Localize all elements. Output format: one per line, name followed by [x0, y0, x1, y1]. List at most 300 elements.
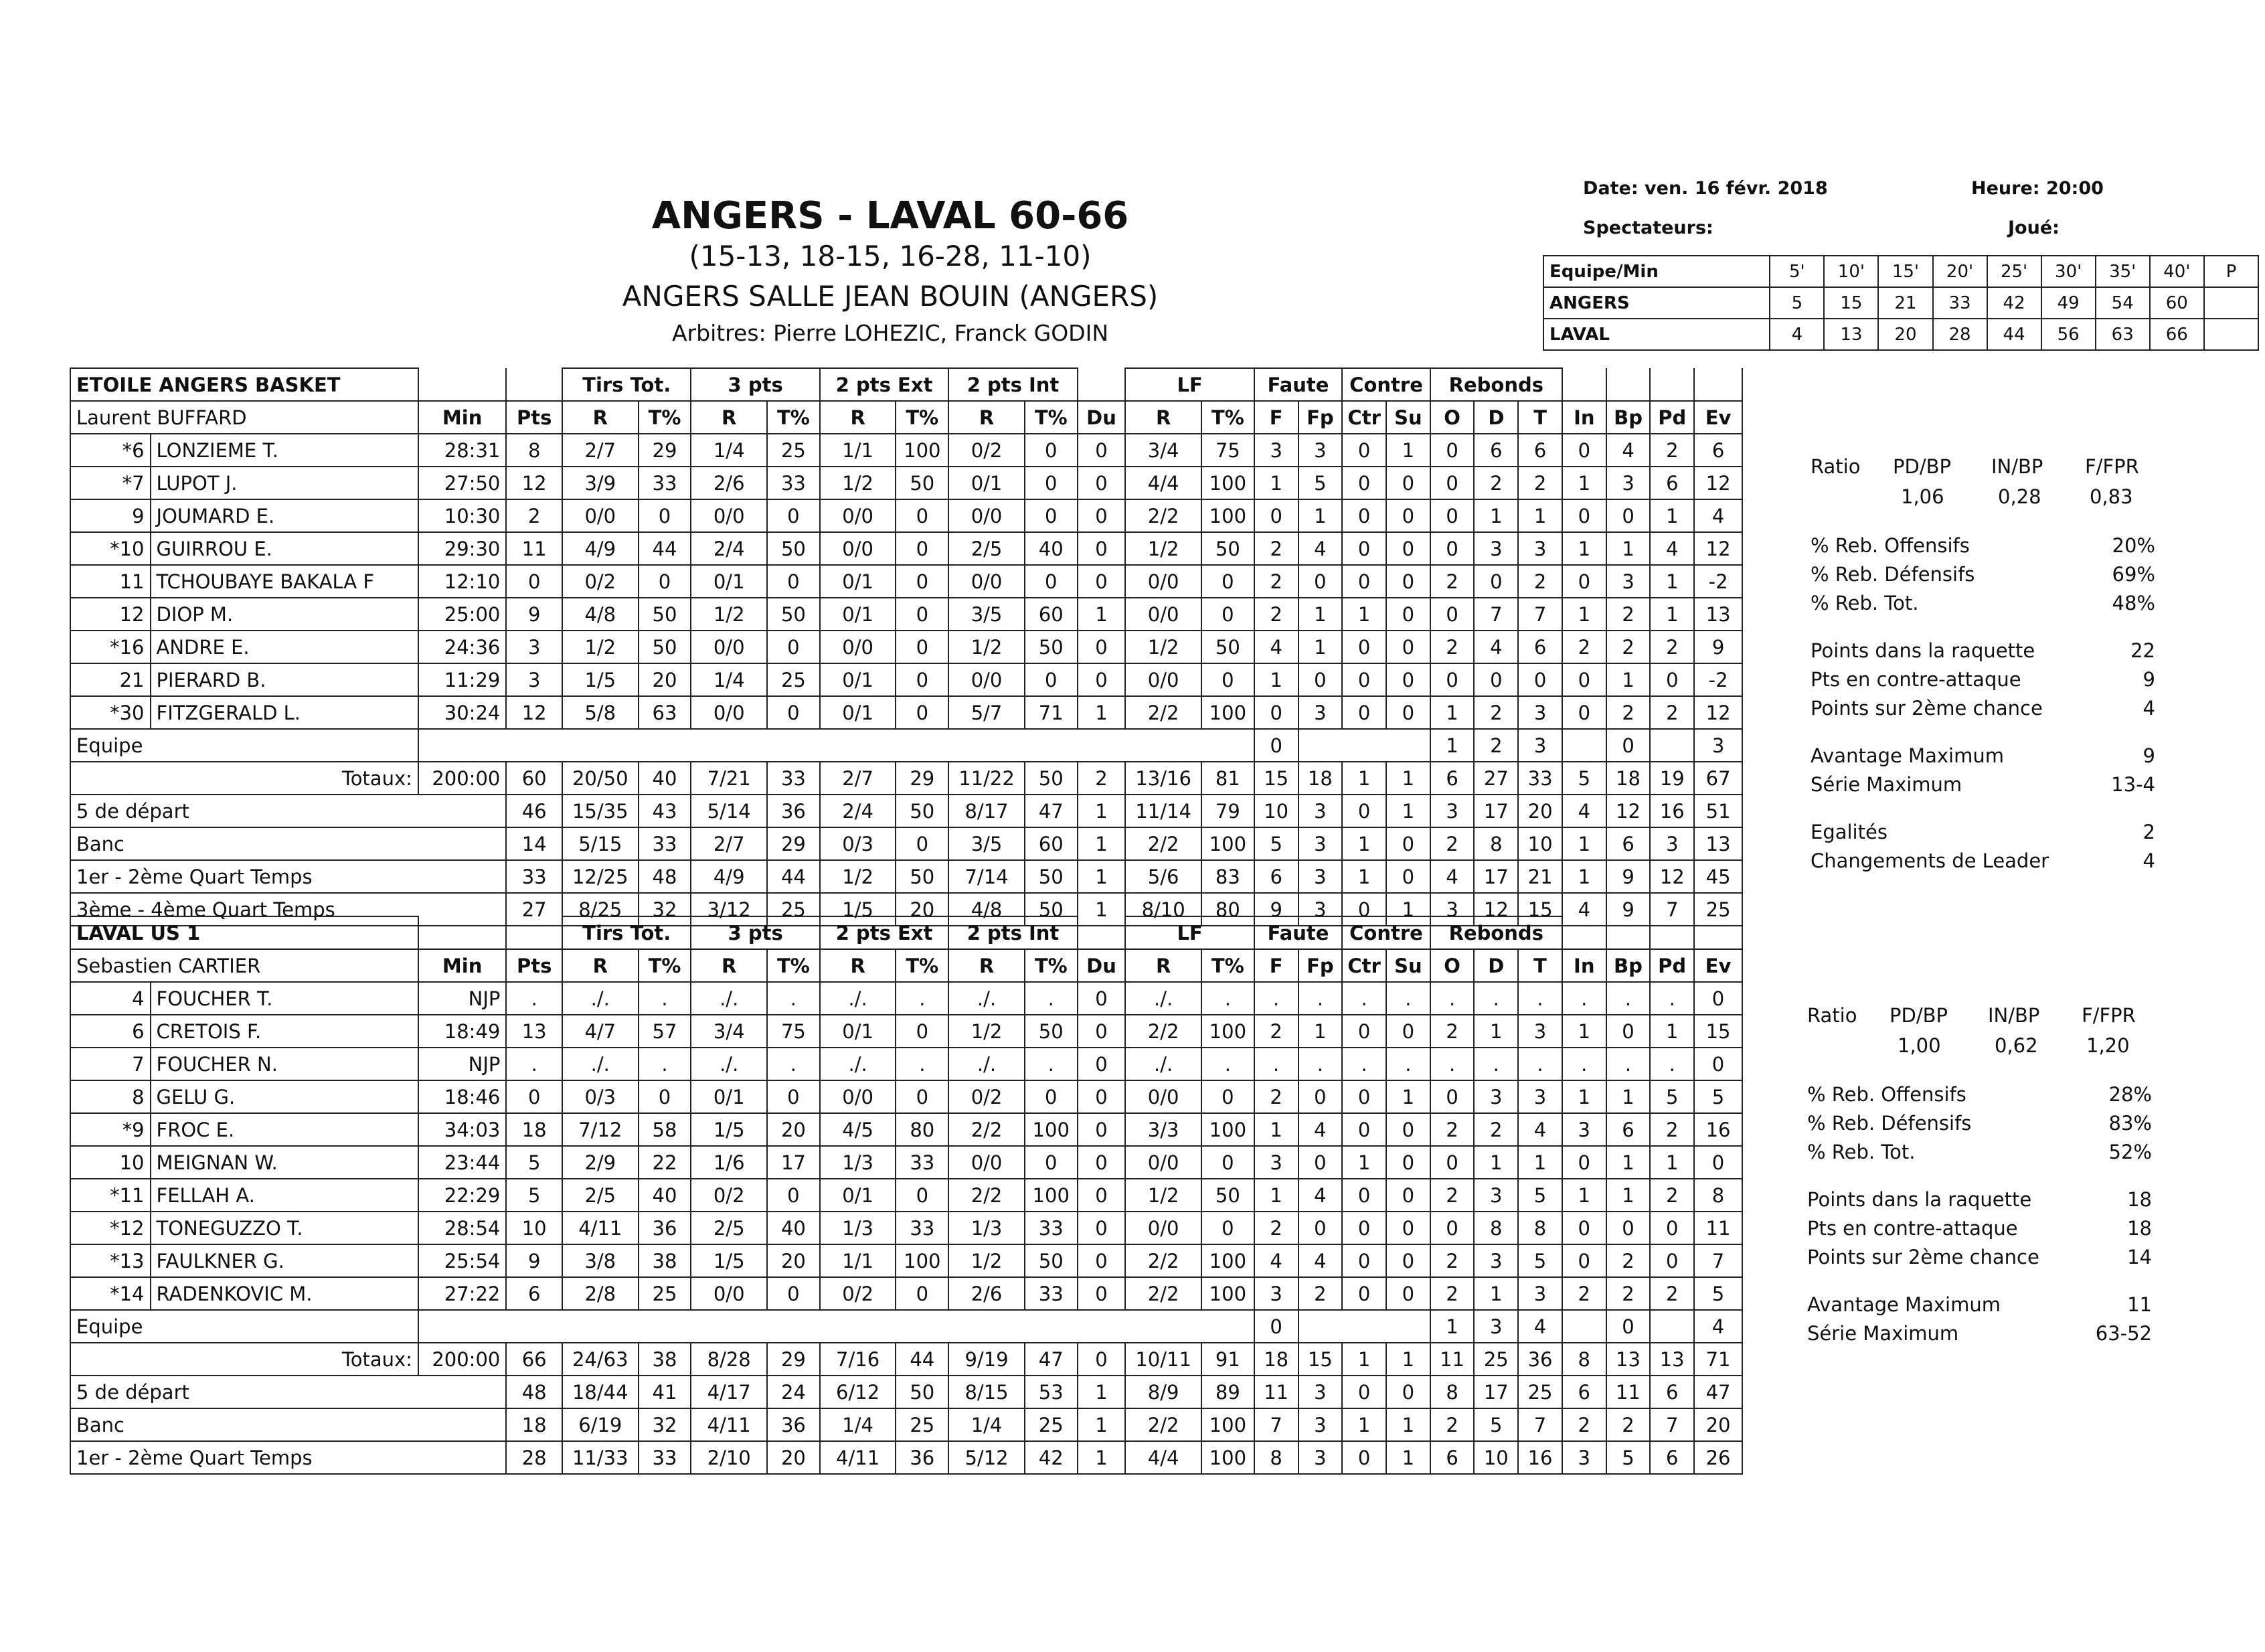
- stat-value: 2: [2143, 821, 2155, 843]
- player-number: 21: [70, 663, 151, 696]
- stat-cell: 50: [1025, 631, 1078, 663]
- stat-cell: 33: [1025, 1277, 1078, 1310]
- stat-cell: 0/0: [562, 499, 639, 532]
- stat-cell: 6: [1518, 434, 1562, 467]
- summary-cell: 25: [1694, 893, 1742, 926]
- stat-cell: 0: [1342, 499, 1386, 532]
- summary-row: [70, 1376, 1742, 1408]
- summary-cell: 3: [1562, 1441, 1606, 1474]
- stat-cell: 2/2: [1125, 1277, 1201, 1310]
- summary-cell: 5/15: [562, 827, 639, 860]
- equipe-tot-reb: 4: [1518, 1310, 1562, 1343]
- blank-cell: [1650, 729, 1694, 762]
- totals-cell: 11: [1430, 1343, 1475, 1376]
- col-sub: R: [562, 401, 639, 434]
- stat-cell: 5: [1694, 1277, 1742, 1310]
- stat-cell: ./.: [948, 1048, 1025, 1080]
- stat-cell: 2: [1606, 1277, 1651, 1310]
- ratio-label: Ratio: [1807, 1004, 1857, 1027]
- equipe-label: Equipe: [70, 729, 418, 762]
- group-rebonds: Rebonds: [1430, 916, 1562, 949]
- stat-cell: 0: [1386, 663, 1430, 696]
- summary-cell: 43: [639, 795, 691, 827]
- period-scores: (15-13, 18-15, 16-28, 11-10): [689, 240, 1092, 272]
- stat-cell: .: [1474, 982, 1518, 1015]
- col-sub: O: [1430, 401, 1475, 434]
- player-row: [70, 1244, 1742, 1277]
- stat-cell: 75: [767, 1015, 820, 1048]
- col-pts: Pts: [506, 401, 562, 434]
- stat-cell: 0: [896, 1080, 948, 1113]
- stat-cell: 1/1: [820, 434, 896, 467]
- score-cell: 42: [1987, 287, 2041, 319]
- stat-cell: 4: [1474, 631, 1518, 663]
- summary-cell: 3: [1298, 1376, 1343, 1408]
- stat-cell: .: [767, 982, 820, 1015]
- summary-cell: 12: [1606, 795, 1651, 827]
- stat-cell: 13: [506, 1015, 562, 1048]
- summary-cell: 17: [1474, 860, 1518, 893]
- blank-cell: [1650, 1310, 1694, 1343]
- summary-cell: 100: [1201, 1441, 1254, 1474]
- stat-cell: 1: [1606, 1080, 1651, 1113]
- summary-cell: 7: [1518, 1408, 1562, 1441]
- summary-cell: 1: [1342, 1408, 1386, 1441]
- stat-cell: .: [1650, 1048, 1694, 1080]
- stat-cell: 10:30: [418, 499, 506, 532]
- summary-cell: 1: [1562, 827, 1606, 860]
- summary-cell: 51: [1694, 795, 1742, 827]
- stat-cell: 1: [1254, 1179, 1298, 1212]
- summary-cell: 8: [1254, 1441, 1298, 1474]
- stat-cell: 0: [1025, 467, 1078, 499]
- summary-cell: 25: [767, 893, 820, 926]
- player-row: [70, 1277, 1742, 1310]
- player-name: LUPOT J.: [151, 467, 418, 499]
- player-number: *6: [70, 434, 151, 467]
- stat-cell: 3: [1254, 434, 1298, 467]
- stat-cell: 0/1: [820, 598, 896, 631]
- summary-cell: 5: [1474, 1408, 1518, 1441]
- equipe-row: [70, 1310, 1742, 1343]
- blank-cell: [1562, 916, 1606, 949]
- score-cell: 30': [2041, 256, 2096, 287]
- stat-label: Points sur 2ème chance: [1811, 697, 2043, 720]
- stat-cell: 1: [1474, 1015, 1518, 1048]
- blank-cell: [1606, 368, 1651, 401]
- score-cell: 63: [2096, 319, 2150, 350]
- stat-cell: 3: [1562, 1113, 1606, 1146]
- score-cell: 20': [1933, 256, 1987, 287]
- stat-cell: 4/8: [562, 598, 639, 631]
- stat-cell: 0: [1078, 1015, 1126, 1048]
- stat-cell: 0: [1078, 982, 1126, 1015]
- stat-label: % Reb. Défensifs: [1807, 1112, 1972, 1135]
- stat-cell: 1/1: [820, 1244, 896, 1277]
- stat-cell: 1/3: [820, 1146, 896, 1179]
- stat-cell: 6: [1474, 434, 1518, 467]
- stat-cell: -2: [1694, 565, 1742, 598]
- summary-cell: 3: [1298, 827, 1343, 860]
- ratio-head: PD/BP: [1890, 1004, 1948, 1027]
- stat-cell: 0/1: [820, 1179, 896, 1212]
- totals-cell: 2/7: [820, 762, 896, 795]
- stat-cell: 6: [1694, 434, 1742, 467]
- summary-cell: 26: [1694, 1441, 1742, 1474]
- summary-cell: 29: [767, 827, 820, 860]
- stat-cell: 0: [1025, 1146, 1078, 1179]
- player-number: *10: [70, 532, 151, 565]
- stat-cell: .: [1562, 1048, 1606, 1080]
- stat-cell: 0/1: [820, 565, 896, 598]
- summary-cell: 0: [1386, 860, 1430, 893]
- stat-cell: 1: [1562, 1015, 1606, 1048]
- game-time: Heure: 20:00: [1971, 178, 2104, 199]
- blank-cell: [418, 368, 506, 401]
- stat-cell: 7/12: [562, 1113, 639, 1146]
- summary-cell: 3: [1298, 1408, 1343, 1441]
- stat-cell: 2/7: [562, 434, 639, 467]
- stat-cell: 3: [1606, 467, 1651, 499]
- stat-cell: 15: [1694, 1015, 1742, 1048]
- group-header-row: [70, 368, 1742, 401]
- stat-cell: 5: [506, 1179, 562, 1212]
- summary-cell: 11: [1254, 1376, 1298, 1408]
- score-cell: 15: [1824, 287, 1878, 319]
- summary-cell: 20: [767, 1441, 820, 1474]
- summary-cell: 1: [1386, 1408, 1430, 1441]
- stat-cell: .: [1518, 982, 1562, 1015]
- stat-value: 63-52: [2095, 1322, 2152, 1345]
- totals-cell: 18: [1298, 762, 1343, 795]
- stat-cell: 0/3: [562, 1080, 639, 1113]
- summary-cell: 1: [1078, 827, 1126, 860]
- stat-cell: 0: [1386, 1146, 1430, 1179]
- stat-cell: 0: [1342, 696, 1386, 729]
- stat-cell: 0: [1201, 565, 1254, 598]
- summary-cell: 50: [896, 860, 948, 893]
- col-sub: Ctr: [1342, 401, 1386, 434]
- stat-label: % Reb. Tot.: [1807, 1141, 1916, 1163]
- totals-cell: 25: [1474, 1343, 1518, 1376]
- summary-label: 5 de départ: [70, 1376, 506, 1408]
- summary-cell: 6: [1254, 860, 1298, 893]
- totals-row: [70, 762, 1742, 795]
- stat-cell: 29: [639, 434, 691, 467]
- stat-cell: 2: [1606, 1244, 1651, 1277]
- equipe-def-reb: 2: [1474, 729, 1518, 762]
- col-sub: Ctr: [1342, 949, 1386, 982]
- stat-cell: 100: [1201, 467, 1254, 499]
- stat-cell: 0: [639, 1080, 691, 1113]
- stat-label: Avantage Maximum: [1807, 1293, 2001, 1316]
- stat-cell: 0/0: [1125, 1212, 1201, 1244]
- stat-cell: 0: [767, 1179, 820, 1212]
- stat-cell: 0: [767, 565, 820, 598]
- stat-cell: 1: [1562, 598, 1606, 631]
- stat-cell: 0/0: [1125, 598, 1201, 631]
- stat-cell: 1: [1606, 532, 1651, 565]
- player-number: 10: [70, 1146, 151, 1179]
- score-cell: 10': [1824, 256, 1878, 287]
- stat-cell: 0: [1650, 1212, 1694, 1244]
- summary-cell: 1/4: [820, 1408, 896, 1441]
- blank-cell: [418, 916, 506, 949]
- stat-cell: 3: [1474, 532, 1518, 565]
- stat-cell: 63: [639, 696, 691, 729]
- group-faute: Faute: [1254, 916, 1342, 949]
- stat-label: Egalités: [1811, 821, 1888, 843]
- stat-cell: 3: [1298, 434, 1343, 467]
- stat-cell: 0: [896, 598, 948, 631]
- score-cell: 66: [2150, 319, 2204, 350]
- summary-cell: 20: [896, 893, 948, 926]
- summary-cell: 4/17: [691, 1376, 767, 1408]
- col-ev: Ev: [1694, 949, 1742, 982]
- totals-cell: 91: [1201, 1343, 1254, 1376]
- stat-cell: 2: [1254, 598, 1298, 631]
- stat-cell: 2: [1650, 1113, 1694, 1146]
- column-header-row: [70, 401, 1742, 434]
- stat-cell: 5: [1518, 1244, 1562, 1277]
- player-row: [70, 467, 1742, 499]
- stat-cell: 3: [506, 631, 562, 663]
- stat-cell: 4: [1606, 434, 1651, 467]
- player-name: PIERARD B.: [151, 663, 418, 696]
- stat-cell: 0: [1025, 499, 1078, 532]
- summary-cell: 7/14: [948, 860, 1025, 893]
- player-name: FROC E.: [151, 1113, 418, 1146]
- stat-cell: .: [1342, 982, 1386, 1015]
- stat-cell: .: [1474, 1048, 1518, 1080]
- summary-cell: 1: [1386, 1441, 1430, 1474]
- stat-label: Points dans la raquette: [1811, 639, 2035, 662]
- stat-cell: 6: [506, 1277, 562, 1310]
- summary-cell: 4: [1562, 795, 1606, 827]
- col-pd: Pd: [1650, 949, 1694, 982]
- summary-cell: 1: [1342, 860, 1386, 893]
- blank-cell: [1298, 729, 1430, 762]
- stat-cell: 3: [1474, 1179, 1518, 1212]
- summary-cell: 10: [1474, 1441, 1518, 1474]
- summary-cell: 11: [1606, 1376, 1651, 1408]
- stat-cell: 0: [1430, 532, 1475, 565]
- stat-cell: 1/5: [691, 1113, 767, 1146]
- col-sub: T%: [896, 949, 948, 982]
- stat-cell: 17: [767, 1146, 820, 1179]
- player-name: GUIRROU E.: [151, 532, 418, 565]
- equipe-label: Equipe: [70, 1310, 418, 1343]
- stat-cell: 0/2: [948, 434, 1025, 467]
- stat-value: 14: [2127, 1246, 2152, 1268]
- stat-cell: ./.: [1125, 1048, 1201, 1080]
- stat-cell: 25: [639, 1277, 691, 1310]
- summary-cell: 7: [1650, 893, 1694, 926]
- player-row: [70, 1048, 1742, 1080]
- col-sub: Su: [1386, 401, 1430, 434]
- stat-cell: ./.: [948, 982, 1025, 1015]
- stat-cell: 8: [1474, 1212, 1518, 1244]
- stat-cell: 2/9: [562, 1146, 639, 1179]
- stat-cell: .: [506, 1048, 562, 1080]
- stat-cell: .: [1298, 982, 1343, 1015]
- stat-cell: 5/8: [562, 696, 639, 729]
- totals-cell: 13/16: [1125, 762, 1201, 795]
- summary-cell: 4/11: [820, 1441, 896, 1474]
- col-sub: Fp: [1298, 401, 1343, 434]
- stat-cell: 58: [639, 1113, 691, 1146]
- stat-cell: 0: [1254, 499, 1298, 532]
- stat-cell: 5: [506, 1146, 562, 1179]
- stat-cell: 1: [1650, 1146, 1694, 1179]
- summary-cell: 0/3: [820, 827, 896, 860]
- totals-cell: 27: [1474, 762, 1518, 795]
- stat-cell: 100: [1201, 499, 1254, 532]
- stat-cell: 1/2: [1125, 631, 1201, 663]
- summary-cell: 36: [767, 1408, 820, 1441]
- stat-cell: 50: [1025, 1244, 1078, 1277]
- stat-cell: 0: [1078, 1179, 1126, 1212]
- totals-cell: 67: [1694, 762, 1742, 795]
- col-sub: R: [948, 949, 1025, 982]
- stat-cell: 80: [896, 1113, 948, 1146]
- summary-cell: 3/12: [691, 893, 767, 926]
- stat-cell: 0: [1342, 1179, 1386, 1212]
- stat-cell: 0: [1078, 1113, 1126, 1146]
- stat-cell: 0/0: [1125, 663, 1201, 696]
- group-tirs-tot: Tirs Tot.: [562, 368, 691, 401]
- summary-cell: 0: [1342, 893, 1386, 926]
- totals-cell: 200:00: [418, 1343, 506, 1376]
- stat-cell: NJP: [418, 1048, 506, 1080]
- summary-cell: 20: [1694, 1408, 1742, 1441]
- stat-cell: 1: [1474, 1146, 1518, 1179]
- summary-cell: 1/4: [948, 1408, 1025, 1441]
- col-in: In: [1562, 401, 1606, 434]
- summary-cell: 10: [1254, 795, 1298, 827]
- stat-cell: 0/0: [820, 499, 896, 532]
- stat-cell: 0: [896, 532, 948, 565]
- player-number: *9: [70, 1113, 151, 1146]
- stat-cell: 2/5: [562, 1179, 639, 1212]
- score-progression-row: [1543, 287, 2258, 319]
- group-3pts: 3 pts: [691, 368, 819, 401]
- col-sub: T: [1518, 401, 1562, 434]
- summary-cell: 10: [1518, 827, 1562, 860]
- summary-cell: 50: [1025, 860, 1078, 893]
- summary-cell: 32: [639, 893, 691, 926]
- stat-cell: 6: [1518, 631, 1562, 663]
- stat-cell: .: [1025, 982, 1078, 1015]
- stat-cell: 0/1: [691, 1080, 767, 1113]
- referees: Arbitres: Pierre LOHEZIC, Franck GODIN: [671, 320, 1109, 346]
- stat-cell: 29:30: [418, 532, 506, 565]
- ratio-label: Ratio: [1811, 455, 1861, 478]
- stat-cell: 0: [1342, 1212, 1386, 1244]
- stat-cell: 0/0: [948, 499, 1025, 532]
- stat-cell: 12: [506, 696, 562, 729]
- stat-cell: 0/2: [562, 565, 639, 598]
- summary-cell: 8/15: [948, 1376, 1025, 1408]
- summary-cell: 6/12: [820, 1376, 896, 1408]
- player-row: [70, 631, 1742, 663]
- summary-cell: 100: [1201, 827, 1254, 860]
- stat-cell: 1/2: [1125, 532, 1201, 565]
- stat-cell: .: [1386, 1048, 1430, 1080]
- stat-cell: 3/5: [948, 598, 1025, 631]
- group-contre: Contre: [1342, 368, 1430, 401]
- summary-cell: 27: [506, 893, 562, 926]
- summary-cell: 48: [506, 1376, 562, 1408]
- home-side-stats: [1807, 455, 2155, 884]
- stat-cell: 0: [1562, 565, 1606, 598]
- player-number: 7: [70, 1048, 151, 1080]
- stat-cell: 1: [1298, 499, 1343, 532]
- stat-label: Série Maximum: [1807, 1322, 1959, 1345]
- player-number: 6: [70, 1015, 151, 1048]
- stat-cell: 18:49: [418, 1015, 506, 1048]
- summary-label: Banc: [70, 827, 506, 860]
- stat-cell: 0: [1342, 434, 1386, 467]
- totals-cell: 7/16: [820, 1343, 896, 1376]
- summary-cell: 1: [1078, 893, 1126, 926]
- stat-cell: 0: [639, 565, 691, 598]
- stat-cell: .: [1606, 982, 1651, 1015]
- stat-label: Points sur 2ème chance: [1807, 1246, 2039, 1268]
- summary-cell: 12: [1650, 860, 1694, 893]
- blank-cell: [506, 916, 562, 949]
- stat-cell: 0: [1078, 1212, 1126, 1244]
- stat-cell: 2: [1430, 1113, 1475, 1146]
- stat-cell: 7: [1694, 1244, 1742, 1277]
- summary-cell: 16: [1518, 1441, 1562, 1474]
- stat-cell: 7: [1518, 598, 1562, 631]
- stat-label: % Reb. Offensifs: [1811, 534, 1970, 557]
- stat-cell: 0: [1430, 499, 1475, 532]
- summary-cell: 50: [896, 795, 948, 827]
- totals-cell: 1: [1386, 762, 1430, 795]
- stat-cell: .: [1254, 982, 1298, 1015]
- stat-cell: 2: [1430, 631, 1475, 663]
- stat-cell: 100: [1025, 1113, 1078, 1146]
- stat-cell: 1: [1606, 1146, 1651, 1179]
- summary-cell: 33: [639, 827, 691, 860]
- stat-cell: 4: [1298, 532, 1343, 565]
- summary-cell: 12/25: [562, 860, 639, 893]
- stat-cell: .: [1606, 1048, 1651, 1080]
- stat-cell: 2/8: [562, 1277, 639, 1310]
- stat-cell: 0: [1078, 1244, 1126, 1277]
- stat-cell: 2: [1254, 1212, 1298, 1244]
- summary-cell: 3: [1298, 1441, 1343, 1474]
- stat-cell: 50: [767, 532, 820, 565]
- summary-cell: 4/4: [1125, 1441, 1201, 1474]
- totals-cell: 36: [1518, 1343, 1562, 1376]
- summary-label: 3ème - 4ème Quart Temps: [70, 893, 506, 926]
- stat-cell: 4: [1298, 1113, 1343, 1146]
- stat-cell: 2/2: [1125, 1244, 1201, 1277]
- stat-cell: 0: [1078, 1080, 1126, 1113]
- stat-cell: 0: [896, 1277, 948, 1310]
- totals-cell: 60: [506, 762, 562, 795]
- stat-cell: 1: [1298, 598, 1343, 631]
- score-cell: 28: [1933, 319, 1987, 350]
- game-title: ANGERS - LAVAL 60-66: [651, 194, 1129, 238]
- col-sub: F: [1254, 401, 1298, 434]
- stat-cell: 28:54: [418, 1212, 506, 1244]
- stat-cell: 1: [1562, 1179, 1606, 1212]
- summary-cell: 3: [1298, 795, 1343, 827]
